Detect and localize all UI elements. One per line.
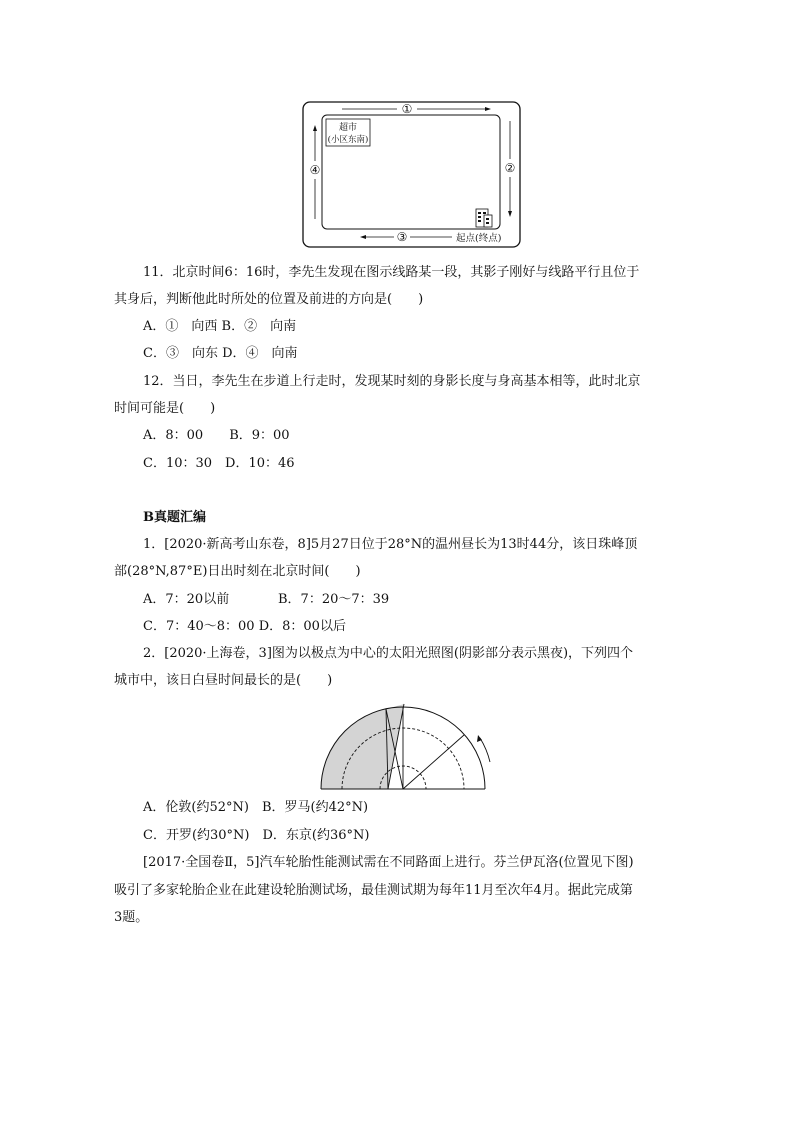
route-3-label: ③ <box>396 230 408 244</box>
start-end-label: 起点(终点) <box>456 233 502 244</box>
q12-options-ab: A．8：00 B．9：00 <box>143 428 290 443</box>
q12-stem-line2: 时间可能是( ) <box>114 401 216 416</box>
q12-stem-line1: 12．当日，李先生在步道上行走时，发现某时刻的身影长度与身高基本相等，此时北京 <box>143 374 641 389</box>
p3-stem-line3: 3题。 <box>114 910 149 925</box>
p1-stem-line1: 1．[2020·新高考山东卷，8]5月27日位于28°N的温州昼长为13时44分，该日珠峰顶 <box>143 537 638 552</box>
p3-stem-line1: [2017·全国卷Ⅱ，5]汽车轮胎性能测试需在不同路面上进行。芬兰伊瓦洛(位置见下图) <box>143 855 634 870</box>
p3-stem-line2: 吸引了多家轮胎企业在此建设轮胎测试场，最佳测试期为每年11月至次年4月。据此完成第 <box>114 883 633 898</box>
polar-illumination-diagram <box>314 700 494 795</box>
q11-stem-line2: 其身后，判断他此时所处的位置及前进的方向是( ) <box>114 292 424 307</box>
p2-options-cd: C．开罗(约30°N) D．东京(约36°N) <box>143 828 370 843</box>
supermarket-location: (小区东南) <box>327 135 369 145</box>
route-2-label: ② <box>504 161 516 175</box>
q12-options-cd: C．10：30 D．10：46 <box>143 456 295 471</box>
route-1-label: ① <box>401 102 413 116</box>
q11-options-ab: A．① 向西 B．② 向南 <box>143 319 297 334</box>
q11-stem-line1: 11．北京时间6：16时，李先生发现在图示线路某一段，其影子刚好与线路平行且位于 <box>143 265 640 280</box>
p2-stem-line2: 城市中，该日白昼时间最长的是( ) <box>114 673 333 688</box>
section-b-title: B真题汇编 <box>143 510 206 525</box>
p1-options-cd: C．7：40～8：00 D．8：00以后 <box>143 619 346 634</box>
supermarket-label: 超市 <box>338 123 358 133</box>
p2-stem-line1: 2．[2020·上海卷，3]图为以极点为中心的太阳光照图(阴影部分表示黑夜)，下列四个 <box>143 646 634 661</box>
p1-option-b: B．7：20～7：39 <box>278 592 390 607</box>
route-4-label: ④ <box>309 163 321 177</box>
p2-options-ab: A．伦敦(约52°N) B．罗马(约42°N) <box>143 800 369 815</box>
route-diagram <box>302 101 522 249</box>
p1-option-a: A．7：20以前 <box>143 592 230 607</box>
q11-options-cd: C．③ 向东 D．④ 向南 <box>143 346 298 361</box>
p1-stem-line2: 部(28°N,87°E)日出时刻在北京时间( ) <box>114 564 361 579</box>
